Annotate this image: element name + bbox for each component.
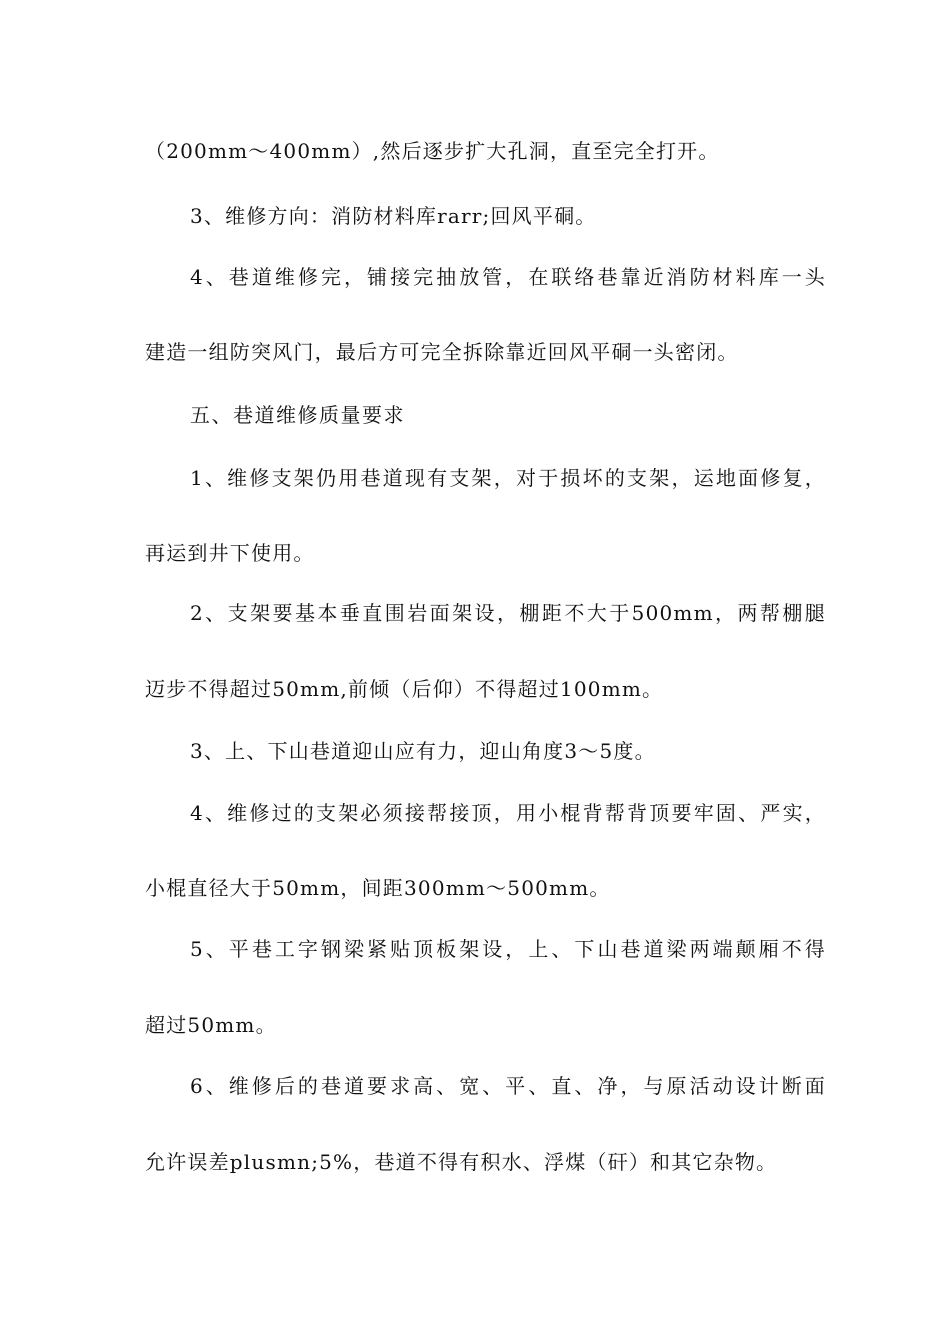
paragraph-line: 再运到井下使用。 bbox=[145, 541, 315, 565]
paragraph-line: 1、维修支架仍用巷道现有支架，对于损坏的支架，运地面修复， bbox=[190, 466, 826, 490]
paragraph-line: 超过50mm。 bbox=[145, 1013, 277, 1037]
paragraph-line: 6、维修后的巷道要求高、宽、平、直、净，与原活动设计断面 bbox=[190, 1074, 826, 1098]
paragraph-line: （200mm～400mm）,然后逐步扩大孔洞，直至完全打开。 bbox=[145, 139, 720, 163]
paragraph-line: 小棍直径大于50mm，间距300mm～500mm。 bbox=[145, 876, 611, 900]
paragraph-line: 允许误差plusmn;5%，巷道不得有积水、浮煤（矸）和其它杂物。 bbox=[145, 1150, 778, 1174]
paragraph-line: 4、巷道维修完，铺接完抽放管，在联络巷靠近消防材料库一头 bbox=[190, 265, 826, 289]
paragraph-line: 迈步不得超过50mm,前倾（后仰）不得超过100mm。 bbox=[145, 677, 664, 701]
paragraph-line: 建造一组防突风门，最后方可完全拆除靠近回风平硐一头密闭。 bbox=[145, 340, 739, 364]
paragraph-line: 3、维修方向：消防材料库rarr;回风平硐。 bbox=[190, 204, 597, 228]
paragraph-line: 3、上、下山巷道迎山应有力，迎山角度3～5度。 bbox=[190, 739, 656, 763]
section-heading: 五、巷道维修质量要求 bbox=[190, 403, 405, 427]
paragraph-line: 2、支架要基本垂直围岩面架设，棚距不大于500mm，两帮棚腿 bbox=[190, 601, 826, 625]
paragraph-line: 5、平巷工字钢梁紧贴顶板架设，上、下山巷道梁两端颠厢不得 bbox=[190, 937, 826, 961]
paragraph-line: 4、维修过的支架必须接帮接顶，用小棍背帮背顶要牢固、严实， bbox=[190, 801, 826, 825]
